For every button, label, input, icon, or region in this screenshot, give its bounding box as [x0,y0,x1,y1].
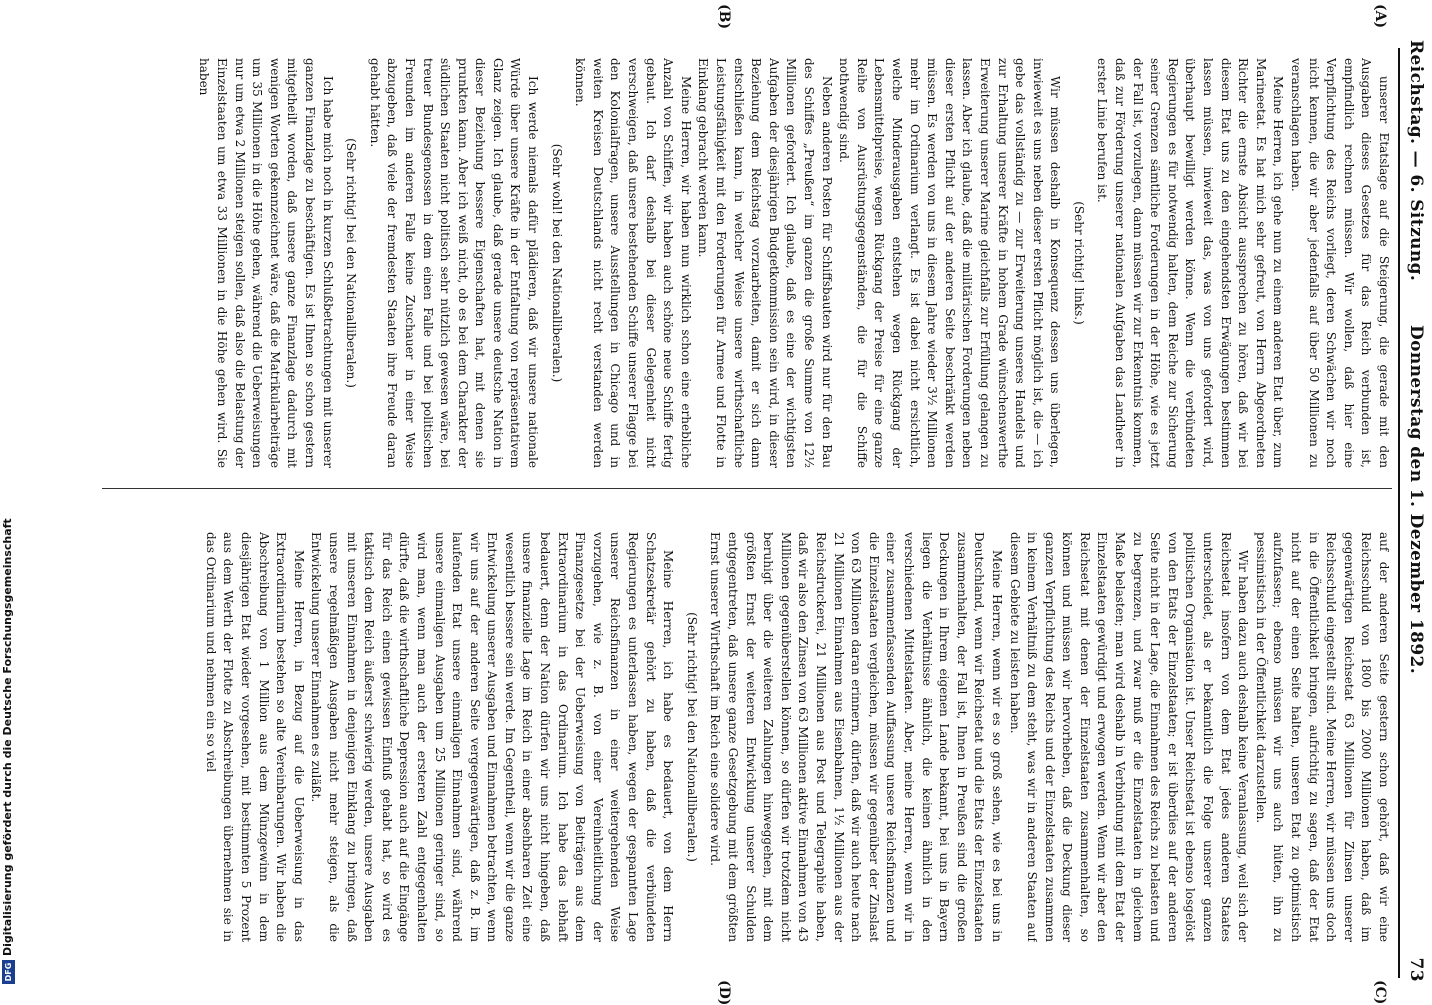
paragraph: Meine Herren, wenn wir es so groß sehen, wie es bei uns in Deutschland, wenn wir Reichsetat und die Etats der Einzelstaaten zusammenhalten, der Fall ist, Ihnen in Preußen sind die großen Deckungen in Ihrem eigenen Lande bekannt, bei uns in Bayern liegen die Verhältnisse ähnlich, die keinen ähnlich in den verschiedenen Mittelstaaten. Aber, meine Herren, wenn wir in einer zusammenfassenden Auffassung unsere Reichsfinanzen und die Einzelstaaten vergleichen, müssen wir gegenüber der Zinslast von 63 Millionen daran erinnern, dürfen, daß wir auch heute nach 21 Millionen Einnahmen aus Eisenbahnen, 1½ Millionen aus der Reichsdruckerei, 21 Millionen aus Post und Telegraphie haben, daß wir also den Zinsen von 63 Millionen aktive Einnahmen von 43 Millionen gegenüberstellen können, so dürfen wir trotzdem nicht beruhigt über die weiteren Zahlungen hinweggehen, mit dem größten Ernst der weiteren Entwicklung unserer Schulden entgegentreten, daß unsere ganze Gesetzgebung mit dem größten Ernst unserer Wirthschaft im Reich eine solidere wird. [708,532,1004,942]
digitisation-text: Digitalisierung gefördert durch die Deutsche Forschungsgemeinschaft [1,518,14,956]
margin-mark-d: (D) [716,980,732,1005]
left-text-column [97,58,1392,468]
paragraph: Meine Herren, ich habe es bedauert, von dem Herrn Schatzsekretär gehört zu haben, daß die verbündeten Regierungen es unterlassen haben, wegen der gespannten Lage unserer Reichsfinanzen in einer weitergehenden Weise vorzugehen, wie z. B. von einer Vereinheitlichung der Finanzgesetze bei der Ueberweisung von Beiträgen aus dem Extraordinarium in das Ordinarium. Ich habe das lebhaft bedauert, denn der Nation dürfen wir uns nicht hingeben, daß unsere finanzielle Lage im Reich in einer absehbaren Zeit eine wesentlich bessere sein werde. Im Gegentheil, wenn wir die ganze Entwickelung unserer Ausgaben und Einnahmen betrachten, wenn wir uns auf der anderen Seite vergegenwärtigen, daß z. B. im laufenden Etat unsere einmaligen Einnahmen sind, während unsere einmaligen Ausgaben um 25 Millionen geringer sind, so wird man, wenn man auch der ersteren Zahl entgegenhalten dürfte, daß die wirthschaftliche Depression auch auf die Eingänge für das Reich einen gewissen Einfluß gehabt hat, so wird es taktisch dem Reich äußerst schwierig werden, unsere Ausgaben mit unseren Einnahmen in denjenigen Einklang zu bringen, daß unsere regelmäßigen Ausgaben nicht mehr steigen, als die Entwickelung unserer Einnahmen es zuläßt. [309,532,676,942]
interjection: (Sehr richtig! links.) [1071,201,1086,325]
paragraph: Ich werde niemals dafür plädieren, daß wir unsere nationale Würde über unsere Kräfte in der Entfaltung von repräsentativem Glanz zeigen. Ich glaube, daß gerade unsere deutsche Nation in dieser Beziehung bessere Eigenschaften hat, mit denen sie prunkten kann. Aber ich weiß nicht, ob es bei dem Charakter der südlichen Staaten nicht politisch sehr nützlich gewesen wäre, bei treuer Bundesgenossen in dem einen Falle und bei politischen Freunden im anderen Falle keine Zuschauer in einer Weise abzugeben, daß viele der fremdesten Staaten ihre Freude daran gehabt hätten. [367,58,541,468]
paragraph: Wir müssen deshalb in Konsequenz dessen uns überlegen, inwieweit es uns neben dieser ersten Pflicht möglich ist, die — ich gebe das vollständig zu — zur Erweiterung unseres Handels und zur Erhaltung unserer Kräfte in hohem Grade wünschenswerthe Erweiterung unserer Marine gleichfalls zur Erfüllung gelangen zu lassen. Aber ich glaube, daß die militärischen Forderungen neben dieser ersten Pflicht auf der anderen Seite beschränkt werden müssen. Es werden von uns in diesem Jahre wieder 3¹⁄₂ Millionen mehr im Ordinarium verlangt. Es ist dabei nicht ersichtlich, welche Minderausgaben entstehen wegen Rückgang der Lebensmittelpreise, wegen Rückgang der Preise für eine ganze Reihe von Ausrüstungsgegenständen, die für die Schiffe nothwendig sind. [837,58,1063,468]
header-rule [1398,48,1400,978]
interjection: (Sehr wohl! bei den Nationalliberalen.) [549,143,564,383]
paragraph: Neben anderen Posten für Schiffsbauten wird nur für den Bau des Schiffes „Preußen“ im ganzen die große Summe von 12¹⁄₂ Millionen gefordert. Ich glaube, daß es eine der wichtigsten Aufgaben der diesjährigen Budgetkommission sein wird, in dieser Beziehung dem Reichstag vorzuarbeiten, damit er sich dann entschließen kann, in welcher Weise unsere wirthschaftliche Leistungsfähigkeit mit den Forderungen für Armee und Flotte in Einklang gebracht werden kann. [696,58,834,468]
paragraph: Wir haben dazu auch deshalb keine Veranlassung, weil sich der Reichsetat insofern von dem Etat jedes anderen Staates unterscheidet, als er bekanntlich die Folge unserer ganzen politischen Organisation ist. Unser Reichsetat ist ebenso losgelöst von den Etats der Einzelstaaten; er ist überdies auf der anderen Seite nicht in der Lage, die Einnahmen des Reichs zu belasten und zu begrenzen, und zwar muß er die Einzelstaaten in gleichem Maße belasten; man wird deshalb in Verbindung mit dem Etat der Einzelstaaten gewürdigt und erwogen werden. Wenn wir aber den Reichsetat mit denen der Einzelstaaten zusammenhalten, so können und müssen wir hervorheben, daß die Deckung dieser ganzen Verpflichtung des Reichs und der Einzelstaaten zusammen in keinem Verhältniß zu dem steht, was wir in anderen Staaten auf diesem Gebiete zu leisten haben. [1007,532,1251,942]
interjection: (Sehr richtig! bei den Nationalliberalen.) [344,138,359,388]
dfg-logo: DFG [2,960,15,984]
paragraph: Meine Herren, wir haben nun wirklich schon eine erhebliche Anzahl von Schiffen, wir haben auch schöne neue Schiffe fertig gebaut. Ich darf deshalb bei dieser Gelegenheit nicht verschweigen, daß unsere bestehenden Schiffe unserer Flagge bei den Kolonialfragen, unsere Ausstellungen in Chicago und in weiten Kreisen Deutschlands nicht recht verstanden werden können. [573,58,693,468]
interjection: (Sehr richtig! bei den Nationalliberalen.) [684,612,699,862]
paragraph: Meine Herren, in Bezug auf die Ueberweisung in das Extraordinarium bestehen so alte Vereinbarungen. Wir haben die Abschreibung von 1 Million aus dem Münzgewinn in dem diesjährigen Etat wieder vorgesehen, mit bestimmten 5 Prozent aus dem Werth der Flotte zu Abschreibungen übernehmen sie in das Ordinarium und nehmen ein so viel [203,532,306,942]
margin-mark-c: (C) [1372,980,1388,1005]
column-divider [102,488,1392,489]
paragraph: auf der anderen Seite gestern schon gehört, daß wir eine Reichsschuld von 1800 bis 2000 Millionen haben, daß im gegenwärtigen Reichsetat 63 Millionen für Zinsen unserer Reichsschuld eingestellt sind. Meine Herren, wir müssen uns doch in die Öffentlichkeit bringen, aufrichtig zu sagen, daß der Etat nicht auf der einen Seite halten, unseren Etat zu optimistisch aufzufassen; ebenso müssen wir uns auch hüten, ihn zu pessimistisch in der Öffentlichkeit darzustellen. [1253,532,1391,942]
digitisation-note [0,0,16,1000]
header-date: Donnerstag den 1. Dezember 1892. [1406,325,1426,675]
paragraph: Ich habe mich noch in kurzen Schlußbetrachtungen mit unserer ganzen Finanzlage zu beschäftigen. Es ist Ihnen so schon gestern mitgetheilt worden, daß unsere ganze Finanzlage dadurch mit wenigen Worten gekennzeichnet wäre, daß die Matrikularbeiträge um 35 Millionen in die Höhe gehen, während die Ueberweisungen nur um etwa 2 Millionen steigen sollen, daß also die Belastung der Einzelstaaten um etwa 33 Millionen in die Höhe gehen wird. Sie haben [197,58,335,468]
document-page [82,0,1432,1005]
paragraph: Meine Herren, ich gehe nun zu einem anderen Etat über, zum Marineetat. Es hat mich sehr gefreut, von Herrn Abgeordneten Richter die ernste Absicht aussprechen zu hören, daß wir bei diesem Etat uns zu den eingehendsten Erwägungen bestimmen lassen müssen, inwieweit das, was von uns gefordert wird, überhaupt bewilligt werden könne. Wenn die verbündeten Regierungen es für notwendig halten, dem Reiche zur Sicherung seiner Grenzen sämtliche Forderungen in der Höhe, wie es jetzt der Fall ist, vorzulegen, dann müssen wir zur Erkenntnis kommen, daß zur Förderung unserer nationalen Aufgaben das Landheer in erster Linie berufen ist. [1095,58,1286,468]
running-header [1402,40,1426,982]
digitisation-strip [0,0,16,1000]
margin-mark-a: (A) [1372,4,1388,29]
page-number: 73 [1406,957,1426,982]
paragraph: unserer Etatslage auf die Steigerung, die gerade mit den Ausgaben dieses Gesetzes für das Reich verbunden ist, empfindlich rechnen müssen. Wir wollen, daß hier eine Verpflichtung des Reichs vorliegt, deren Schwächen wir noch nicht kennen, die wir aber jedenfalls auf über 50 Millionen zu veranschlagen haben. [1289,58,1391,468]
right-text-column [97,532,1392,942]
margin-mark-b: (B) [716,4,732,30]
header-left: Reichstag. — 6. Sitzung. [1406,40,1426,282]
